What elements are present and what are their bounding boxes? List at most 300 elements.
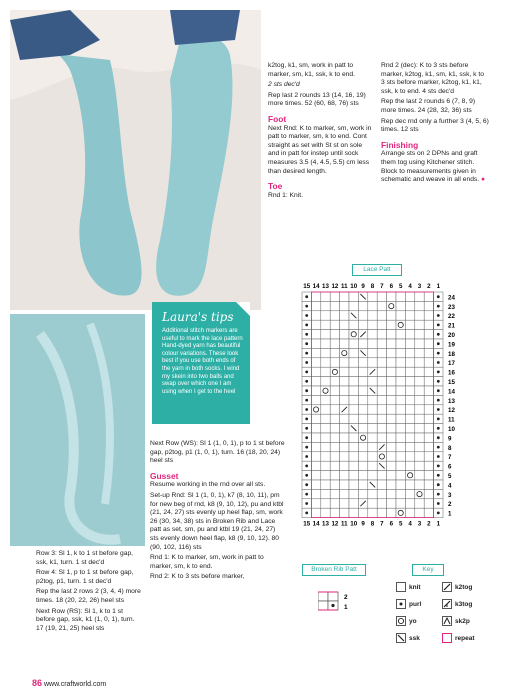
chart-cell bbox=[405, 292, 414, 301]
purl-dot bbox=[437, 324, 440, 327]
foot-body: Next Rnd: K to marker, sm, work in patt to marker, sm, k to end. Cont straight as set with St st on sole and in patt for instep until sock measures 3.5 (4, 4.5, 5.5) cm less than desired length. bbox=[268, 124, 372, 175]
chart-cell bbox=[340, 424, 349, 433]
chart-cell bbox=[321, 301, 330, 310]
chart-cell bbox=[396, 367, 405, 376]
chart-cell bbox=[330, 339, 339, 348]
purl-dot bbox=[305, 352, 308, 355]
purl-dot bbox=[437, 436, 440, 439]
chart-cell bbox=[424, 508, 433, 517]
purl-dot bbox=[305, 483, 308, 486]
chart-cell bbox=[358, 301, 367, 310]
chart-cell bbox=[396, 377, 405, 386]
chart-cell bbox=[415, 424, 424, 433]
chart-cell bbox=[396, 508, 405, 517]
chart-cell bbox=[405, 414, 414, 423]
gusset-line: Resume working in the rnd over all sts. bbox=[150, 481, 266, 489]
chart-cell bbox=[405, 395, 414, 404]
chart-cell bbox=[405, 405, 414, 414]
chart-cell bbox=[396, 424, 405, 433]
chart-cell bbox=[330, 452, 339, 461]
chart-cell bbox=[321, 414, 330, 423]
k2tog-icon bbox=[442, 582, 452, 592]
purl-dot bbox=[437, 399, 440, 402]
chart-cell bbox=[368, 414, 377, 423]
chart-cell bbox=[368, 499, 377, 508]
chart-cell bbox=[340, 320, 349, 329]
sk2p-icon bbox=[442, 616, 452, 626]
chart-cell bbox=[349, 386, 358, 395]
chart-cell bbox=[321, 377, 330, 386]
chart-cell bbox=[340, 480, 349, 489]
purl-dot bbox=[437, 295, 440, 298]
tips-title: Laura's tips bbox=[162, 310, 234, 324]
purl-dot bbox=[437, 408, 440, 411]
rib-cell bbox=[318, 601, 328, 610]
chart-cell bbox=[358, 405, 367, 414]
chart-cell bbox=[396, 386, 405, 395]
chart-cell bbox=[340, 442, 349, 451]
chart-cell bbox=[368, 424, 377, 433]
purl-dot bbox=[437, 342, 440, 345]
chart-col-label: 14 bbox=[312, 520, 320, 528]
finishing-text: Arrange sts on 2 DPNs and graft them tog using Kitchener stitch. Block to measurements given in schematic and weave in all ends. bbox=[381, 150, 480, 184]
chart-cell bbox=[311, 320, 320, 329]
chart-cell bbox=[396, 489, 405, 498]
chart-cell bbox=[311, 499, 320, 508]
page-footer bbox=[32, 678, 106, 688]
finishing-heading: Finishing bbox=[381, 139, 419, 150]
chart-col-label: 8 bbox=[370, 520, 375, 528]
chart-col-label: 2 bbox=[427, 520, 431, 528]
chart-cell bbox=[387, 377, 396, 386]
chart-col-label: 3 bbox=[417, 283, 422, 290]
chart-cell bbox=[358, 395, 367, 404]
chart-cell bbox=[330, 480, 339, 489]
chart-cell bbox=[321, 471, 330, 480]
broken-rib-chart bbox=[318, 590, 358, 614]
chart-cell bbox=[321, 442, 330, 451]
chart-cell bbox=[321, 311, 330, 320]
rep-rows: Rep the last 2 rows 2 (3, 4, 4) more times. 18 (20, 22, 26) heel sts bbox=[36, 588, 141, 604]
chart-col-label: 4 bbox=[408, 283, 412, 290]
chart-cell bbox=[368, 405, 377, 414]
purl-dot bbox=[437, 483, 440, 486]
chart-cell bbox=[405, 471, 414, 480]
knit-icon bbox=[396, 582, 406, 592]
chart-cell bbox=[396, 452, 405, 461]
chart-cell bbox=[405, 358, 414, 367]
chart-cell bbox=[415, 348, 424, 357]
chart-cell bbox=[387, 424, 396, 433]
chart-row-label: 14 bbox=[448, 388, 455, 396]
chart-cell bbox=[311, 311, 320, 320]
chart-cell bbox=[415, 358, 424, 367]
purl-dot bbox=[305, 455, 308, 458]
tips-box bbox=[152, 302, 250, 424]
left-column-text bbox=[36, 550, 142, 635]
chart-cell bbox=[415, 471, 424, 480]
chart-row-label: 20 bbox=[448, 332, 455, 339]
chart-cell bbox=[377, 320, 386, 329]
chart-cell bbox=[396, 395, 405, 404]
chart-cell bbox=[405, 433, 414, 442]
chart-cell bbox=[424, 414, 433, 423]
chart-col-label: 4 bbox=[408, 520, 412, 528]
chart-cell bbox=[330, 348, 339, 357]
chart-cell bbox=[368, 301, 377, 310]
middle-column-text bbox=[150, 440, 285, 584]
chart-cell bbox=[330, 471, 339, 480]
chart-cell bbox=[387, 292, 396, 301]
chart-cell bbox=[396, 405, 405, 414]
key-ssk bbox=[396, 633, 420, 643]
purl-dot bbox=[437, 361, 440, 364]
chart-cell bbox=[396, 499, 405, 508]
chart-cell bbox=[415, 433, 424, 442]
chart-cell bbox=[349, 471, 358, 480]
lace-chart-title: Lace Patt bbox=[352, 264, 402, 276]
chart-cell bbox=[377, 452, 386, 461]
chart-cell bbox=[321, 461, 330, 470]
chart-cell bbox=[311, 489, 320, 498]
chart-cell bbox=[340, 499, 349, 508]
chart-cell bbox=[321, 367, 330, 376]
chart-row-label: 7 bbox=[448, 454, 452, 462]
chart-cell bbox=[321, 480, 330, 489]
chart-col-label: 7 bbox=[380, 283, 384, 290]
chart-cell bbox=[415, 508, 424, 517]
key-label: repeat bbox=[455, 634, 475, 642]
chart-cell bbox=[387, 489, 396, 498]
purl-dot bbox=[305, 333, 308, 336]
chart-cell bbox=[405, 442, 414, 451]
chart-cell bbox=[340, 471, 349, 480]
key-k3tog bbox=[442, 599, 472, 609]
purl-dot bbox=[305, 474, 308, 477]
chart-cell bbox=[368, 433, 377, 442]
row-3: Row 3: Sl 1, k to 1 st before gap, ssk, k1, turn. 1 st dec'd bbox=[36, 550, 134, 566]
chart-cell bbox=[424, 424, 433, 433]
chart-col-label: 13 bbox=[322, 520, 329, 528]
chart-row-label: 2 bbox=[448, 501, 452, 509]
chart-cell bbox=[368, 452, 377, 461]
chart-cell bbox=[340, 386, 349, 395]
chart-cell bbox=[415, 489, 424, 498]
chart-col-label: 6 bbox=[389, 520, 394, 528]
chart-col-label: 11 bbox=[341, 283, 348, 290]
chart-col-label: 15 bbox=[303, 520, 311, 528]
chart-cell bbox=[349, 320, 358, 329]
chart-cell bbox=[424, 405, 433, 414]
chart-cell bbox=[368, 489, 377, 498]
chart-cell bbox=[321, 452, 330, 461]
chart-col-label: 5 bbox=[398, 283, 403, 290]
tips-corner bbox=[236, 302, 250, 316]
chart-cell bbox=[415, 499, 424, 508]
chart-cell bbox=[358, 452, 367, 461]
chart-cell bbox=[387, 452, 396, 461]
chart-cell bbox=[368, 461, 377, 470]
chart-cell bbox=[311, 461, 320, 470]
chart-cell bbox=[368, 339, 377, 348]
chart-cell bbox=[349, 461, 358, 470]
chart-cell bbox=[405, 499, 414, 508]
chart-cell bbox=[311, 414, 320, 423]
chart-row-label: 17 bbox=[448, 360, 455, 368]
chart-col-label: 8 bbox=[370, 283, 375, 290]
chart-cell bbox=[405, 301, 414, 310]
purl-dot bbox=[305, 436, 308, 439]
chart-cell bbox=[387, 330, 396, 339]
chart-cell bbox=[387, 405, 396, 414]
next-row-ws: Next Row (WS): Sl 1 (1, 0, 1), p to 1 st before gap, p2tog, p1 (1, 0, 1), turn. 16 (18, 20, 24) heel sts bbox=[150, 440, 285, 465]
chart-cell bbox=[396, 461, 405, 470]
chart-cell bbox=[358, 358, 367, 367]
gusset-line: Set-up Rnd: Sl 1 (1, 0, 1), k7 (8, 10, 11), pm for new beg of rnd, k8 (9, 10, 12), pu and ktbl (21, 24, 27) sts evenly up heel flap, sm, work 26 (30, 34, 38) sts in Broken Rib and Lace patt as set, sm, pu and ktbl 19 (21, 24, 27) sts evenly down heel flap, k8 (9, 10, 12). 80 (90, 102, 116) sts bbox=[150, 491, 284, 551]
chart-cell bbox=[377, 480, 386, 489]
toe-heading: Toe bbox=[268, 181, 283, 192]
chart-cell bbox=[377, 405, 386, 414]
chart-cell bbox=[358, 339, 367, 348]
chart-cell bbox=[340, 348, 349, 357]
chart-cell bbox=[424, 489, 433, 498]
purl-dot bbox=[437, 352, 440, 355]
chart-cell bbox=[405, 489, 414, 498]
chart-cell bbox=[396, 330, 405, 339]
chart-cell bbox=[311, 330, 320, 339]
chart-col-label: 9 bbox=[361, 520, 365, 528]
chart-cell bbox=[321, 339, 330, 348]
chart-cell bbox=[387, 301, 396, 310]
chart-cell bbox=[368, 508, 377, 517]
chart-cell bbox=[377, 358, 386, 367]
chart-cell bbox=[330, 386, 339, 395]
chart-cell bbox=[349, 405, 358, 414]
chart-cell bbox=[396, 301, 405, 310]
purl-dot bbox=[437, 418, 440, 421]
tips-paragraph-1: Additional stitch markers are useful to mark the lace pattern bbox=[162, 328, 243, 342]
chart-cell bbox=[311, 508, 320, 517]
chart-cell bbox=[415, 330, 424, 339]
purl-dot bbox=[305, 399, 308, 402]
chart-row-label: 24 bbox=[448, 294, 455, 302]
chart-col-label: 5 bbox=[398, 520, 403, 528]
chart-cell bbox=[377, 311, 386, 320]
chart-col-label: 3 bbox=[417, 520, 422, 528]
chart-cell bbox=[340, 301, 349, 310]
purl-dot bbox=[437, 380, 440, 383]
chart-cell bbox=[387, 358, 396, 367]
chart-cell bbox=[396, 414, 405, 423]
purl-dot bbox=[305, 361, 308, 364]
purl-dot bbox=[305, 502, 308, 505]
chart-row-label: 9 bbox=[448, 435, 452, 443]
chart-cell bbox=[415, 367, 424, 376]
chart-cell bbox=[368, 442, 377, 451]
page-number: 86 bbox=[32, 678, 43, 688]
chart-col-label: 12 bbox=[331, 283, 339, 290]
chart-cell bbox=[387, 339, 396, 348]
chart-cell bbox=[424, 395, 433, 404]
chart-cell bbox=[415, 452, 424, 461]
chart-cell bbox=[311, 433, 320, 442]
socks-photo bbox=[10, 10, 261, 310]
key-label: yo bbox=[409, 617, 417, 625]
chart-row-label: 23 bbox=[448, 303, 455, 311]
purl-dot bbox=[305, 295, 308, 298]
chart-cell bbox=[405, 339, 414, 348]
text-line: Rnd 2 (dec): K to 3 sts before marker, k2tog, k1, sm, k1, ssk, k to 3 sts before marker, k2tog, k1, k1, ssk, k to end. 4 sts dec'd bbox=[381, 62, 484, 95]
chart-cell bbox=[349, 358, 358, 367]
chart-cell bbox=[330, 367, 339, 376]
chart-row-label: 19 bbox=[448, 341, 455, 349]
chart-col-label: 15 bbox=[303, 283, 311, 290]
chart-cell bbox=[349, 452, 358, 461]
ssk-icon bbox=[396, 633, 406, 643]
chart-cell bbox=[377, 386, 386, 395]
chart-row-label: 8 bbox=[448, 444, 452, 452]
chart-row-label: 5 bbox=[448, 473, 452, 480]
chart-cell bbox=[368, 292, 377, 301]
chart-cell bbox=[349, 480, 358, 489]
chart-cell bbox=[311, 480, 320, 489]
chart-cell bbox=[330, 499, 339, 508]
chart-cell bbox=[358, 489, 367, 498]
chart-cell bbox=[330, 433, 339, 442]
purl-dot bbox=[305, 389, 308, 392]
text-line: 2 sts dec'd bbox=[268, 81, 300, 89]
text-line: Rep the last 2 rounds 6 (7, 8, 9) more times. 24 (28, 32, 36) sts bbox=[381, 98, 476, 114]
chart-cell bbox=[424, 442, 433, 451]
chart-cell bbox=[311, 348, 320, 357]
chart-cell bbox=[415, 311, 424, 320]
chart-cell bbox=[311, 339, 320, 348]
chart-cell bbox=[340, 377, 349, 386]
chart-cell bbox=[368, 358, 377, 367]
chart-cell bbox=[415, 301, 424, 310]
chart-cell bbox=[377, 489, 386, 498]
chart-cell bbox=[415, 320, 424, 329]
chart-cell bbox=[321, 386, 330, 395]
chart-cell bbox=[340, 367, 349, 376]
chart-cell bbox=[340, 489, 349, 498]
chart-cell bbox=[377, 377, 386, 386]
chart-cell bbox=[387, 348, 396, 357]
chart-cell bbox=[415, 377, 424, 386]
chart-cell bbox=[321, 508, 330, 517]
lace-chart bbox=[290, 278, 470, 548]
chart-row-label: 6 bbox=[448, 463, 452, 471]
chart-cell bbox=[340, 358, 349, 367]
chart-cell bbox=[396, 311, 405, 320]
key-sk2p bbox=[442, 616, 470, 626]
rib-cell bbox=[318, 592, 328, 601]
repeat-icon bbox=[442, 633, 452, 643]
chart-col-label: 13 bbox=[322, 283, 329, 290]
chart-cell bbox=[330, 395, 339, 404]
column-3-text bbox=[381, 62, 489, 187]
chart-cell bbox=[321, 433, 330, 442]
chart-cell bbox=[321, 395, 330, 404]
chart-cell bbox=[387, 395, 396, 404]
chart-cell bbox=[349, 377, 358, 386]
purl-dot bbox=[437, 455, 440, 458]
chart-cell bbox=[330, 405, 339, 414]
chart-cell bbox=[424, 367, 433, 376]
rib-cell bbox=[328, 592, 338, 601]
chart-cell bbox=[358, 311, 367, 320]
chart-cell bbox=[377, 471, 386, 480]
chart-cell bbox=[424, 320, 433, 329]
purl-dot bbox=[305, 427, 308, 430]
chart-cell bbox=[330, 301, 339, 310]
purl-icon bbox=[396, 599, 406, 609]
chart-cell bbox=[368, 377, 377, 386]
chart-cell bbox=[424, 311, 433, 320]
chart-row-label: 12 bbox=[448, 407, 455, 415]
purl-dot bbox=[437, 333, 440, 336]
chart-cell bbox=[349, 442, 358, 451]
chart-cell bbox=[377, 414, 386, 423]
chart-cell bbox=[377, 508, 386, 517]
gusset-heading: Gusset bbox=[150, 470, 179, 481]
chart-cell bbox=[396, 480, 405, 489]
chart-cell bbox=[387, 499, 396, 508]
chart-row-label: 21 bbox=[448, 322, 455, 330]
chart-cell bbox=[396, 433, 405, 442]
chart-cell bbox=[358, 386, 367, 395]
chart-cell bbox=[311, 301, 320, 310]
chart-cell bbox=[415, 405, 424, 414]
chart-cell bbox=[330, 358, 339, 367]
chart-cell bbox=[321, 358, 330, 367]
purl-dot bbox=[305, 342, 308, 345]
chart-cell bbox=[405, 386, 414, 395]
chart-cell bbox=[349, 414, 358, 423]
chart-row-label: 11 bbox=[448, 416, 455, 424]
purl-dot bbox=[305, 371, 308, 374]
chart-cell bbox=[368, 471, 377, 480]
chart-cell bbox=[396, 320, 405, 329]
chart-cell bbox=[358, 414, 367, 423]
chart-cell bbox=[387, 433, 396, 442]
chart-cell bbox=[368, 330, 377, 339]
chart-cell bbox=[330, 414, 339, 423]
chart-cell bbox=[377, 301, 386, 310]
chart-cell bbox=[424, 499, 433, 508]
purl-dot bbox=[305, 324, 308, 327]
chart-cell bbox=[311, 442, 320, 451]
chart-cell bbox=[330, 292, 339, 301]
chart-cell bbox=[311, 367, 320, 376]
key-repeat bbox=[442, 633, 475, 643]
chart-cell bbox=[358, 471, 367, 480]
chart-cell bbox=[415, 395, 424, 404]
purl-dot bbox=[331, 604, 334, 607]
key-knit bbox=[396, 582, 421, 592]
chart-cell bbox=[424, 348, 433, 357]
purl-dot bbox=[305, 512, 308, 515]
chart-cell bbox=[424, 452, 433, 461]
chart-cell bbox=[396, 292, 405, 301]
chart-cell bbox=[321, 320, 330, 329]
row-4: Row 4: Sl 1, p to 1 st before gap, p2tog, p1, turn. 1 st dec'd bbox=[36, 569, 134, 585]
purl-dot bbox=[437, 474, 440, 477]
chart-cell bbox=[415, 339, 424, 348]
chart-cell bbox=[405, 461, 414, 470]
chart-cell bbox=[311, 292, 320, 301]
chart-row-label: 22 bbox=[448, 313, 455, 321]
